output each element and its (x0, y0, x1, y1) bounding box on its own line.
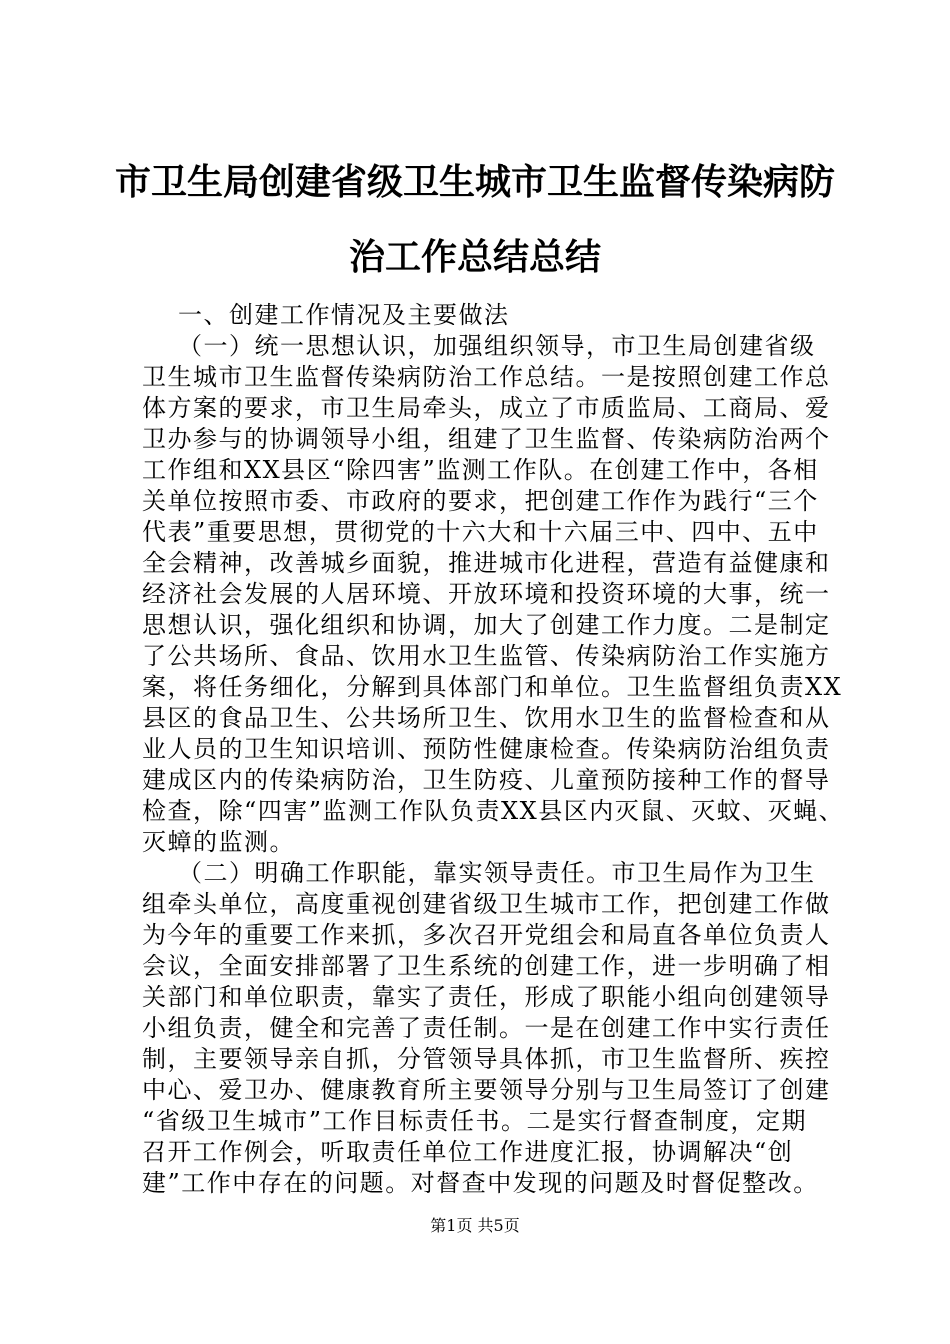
body-text-line: 中心、爱卫办、健康教育所主要领导分别与卫生局签订了创建 (142, 1076, 831, 1104)
body-text-line: 关部门和单位职责，靠实了责任，形成了职能小组向创建领导 (142, 983, 831, 1011)
body-text-line: 体方案的要求，市卫生局牵头，成立了市质监局、工商局、爱 (142, 394, 831, 422)
body-text-line: 县区的食品卫生、公共场所卫生、饮用水卫生的监督检查和从 (142, 704, 831, 732)
body-text-line: 卫办参与的协调领导小组，组建了卫生监督、传染病防治两个 (142, 425, 831, 453)
document-title-line-1: 市卫生局创建省级卫生城市卫生监督传染病防 (114, 162, 835, 203)
body-text-line: 业人员的卫生知识培训、预防性健康检查。传染病防治组负责 (142, 735, 831, 763)
body-text-line: 全会精神，改善城乡面貌，推进城市化进程，营造有益健康和 (142, 549, 831, 577)
page-number-footer: 第1页 共5页 (430, 1216, 520, 1235)
body-text-line: “省级卫生城市”工作目标责任书。二是实行督查制度，定期 (142, 1107, 808, 1135)
body-text-line: 思想认识，强化组织和协调，加大了创建工作力度。二是制定 (142, 611, 831, 639)
body-text-line: 建成区内的传染病防治，卫生防疫、儿童预防接种工作的督导 (142, 766, 831, 794)
body-text-line: 灭蟑的监测。 (142, 828, 295, 856)
body-text-line: 工作组和XX县区“除四害”监测工作队。在创建工作中，各相 (142, 456, 819, 484)
body-text-line: 关单位按照市委、市政府的要求，把创建工作作为践行“三个 (142, 487, 819, 515)
body-text-line: 建”工作中存在的问题。对督查中发现的问题及时督促整改。 (142, 1169, 819, 1197)
body-text-line: 卫生城市卫生监督传染病防治工作总结。一是按照创建工作总 (142, 363, 831, 391)
body-text-line: 了公共场所、食品、饮用水卫生监管、传染病防治工作实施方 (142, 642, 831, 670)
section-heading: 一、创建工作情况及主要做法 (178, 301, 510, 329)
body-text-line: 代表”重要思想，贯彻党的十六大和十六届三中、四中、五中 (142, 518, 819, 546)
body-text-line: （二）明确工作职能，靠实领导责任。市卫生局作为卫生 (178, 859, 816, 887)
body-text-line: 小组负责，健全和完善了责任制。一是在创建工作中实行责任 (142, 1014, 831, 1042)
body-text-line: （一）统一思想认识，加强组织领导，市卫生局创建省级 (178, 332, 816, 360)
body-text-line: 检查，除“四害”监测工作队负责XX县区内灭鼠、灭蚊、灭蝇、 (142, 797, 845, 825)
body-text-line: 制，主要领导亲自抓，分管领导具体抓，市卫生监督所、疾控 (142, 1045, 831, 1073)
body-text-line: 组牵头单位，高度重视创建省级卫生城市工作，把创建工作做 (142, 890, 831, 918)
body-text-line: 会议，全面安排部署了卫生系统的创建工作，进一步明确了相 (142, 952, 831, 980)
body-text-line: 经济社会发展的人居环境、开放环境和投资环境的大事，统一 (142, 580, 831, 608)
body-text-line: 案，将任务细化，分解到具体部门和单位。卫生监督组负责XX (142, 673, 843, 701)
body-text-line: 为今年的重要工作来抓，多次召开党组会和局直各单位负责人 (142, 921, 831, 949)
body-text-line: 召开工作例会，听取责任单位工作进度汇报，协调解决“创 (142, 1138, 794, 1166)
document-title-line-2: 治工作总结总结 (348, 237, 601, 278)
